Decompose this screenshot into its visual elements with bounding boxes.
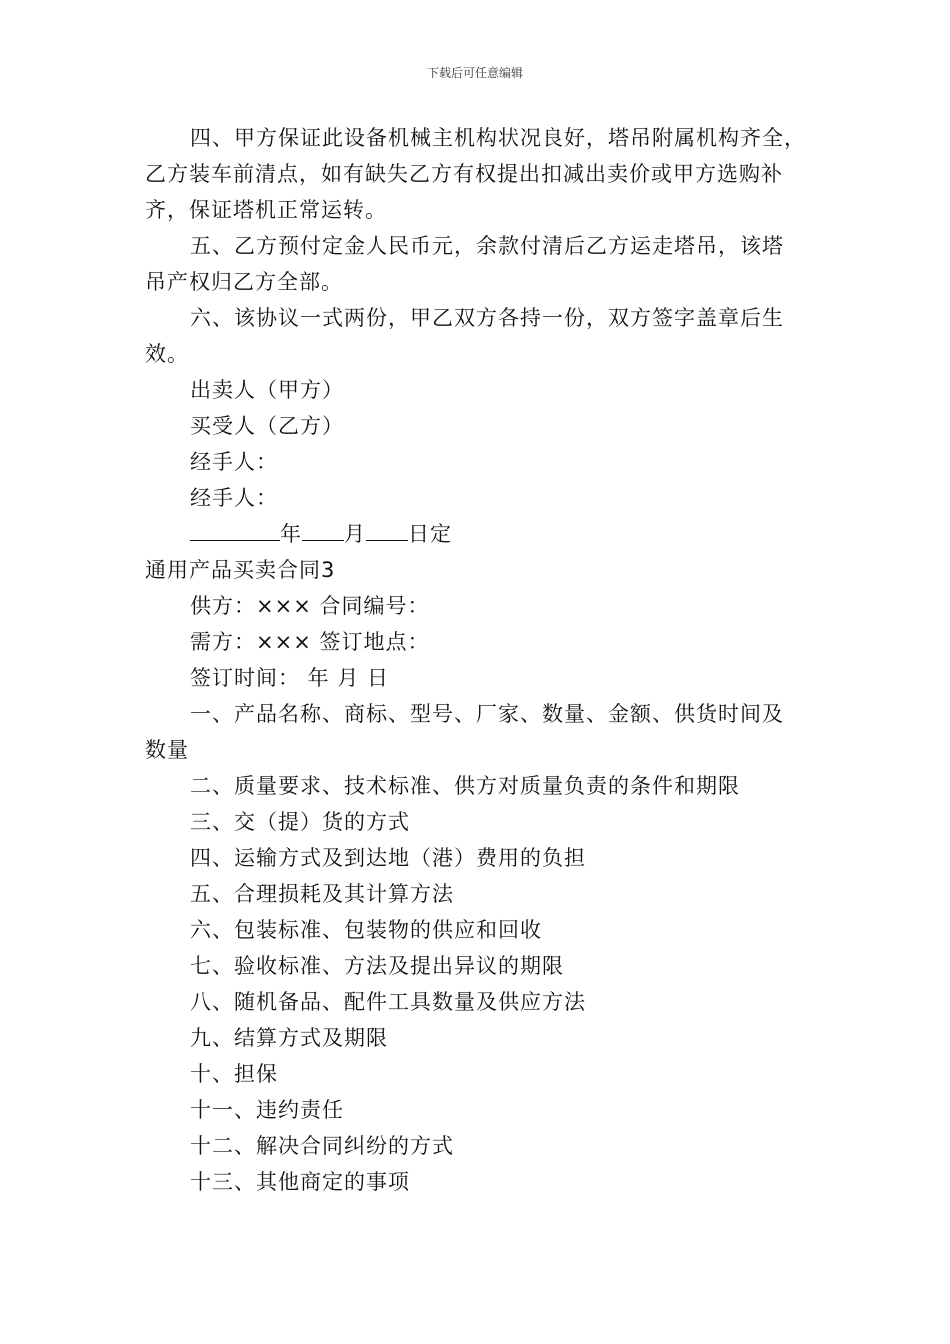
paragraph-line: 四、甲方保证此设备机械主机构状况良好，塔吊附属机构齐全， <box>190 126 806 150</box>
year-blank <box>190 518 280 541</box>
page-header: 下载后可任意编辑 <box>426 66 523 80</box>
document-body <box>145 120 812 1200</box>
handler-label: 经手人： <box>190 450 278 474</box>
clause-line: 三、交（提）货的方式 <box>190 810 410 834</box>
handler-label: 经手人： <box>190 486 278 510</box>
signing-time-line: 签订时间： 年 月 日 <box>190 666 390 690</box>
clause-line: 十三、其他商定的事项 <box>190 1170 410 1194</box>
supplier-line: 供方：××× 合同编号： <box>190 594 430 618</box>
month-blank <box>302 518 344 541</box>
clause-line: 十一、违约责任 <box>190 1098 344 1122</box>
buyer-label: 买受人（乙方） <box>190 414 344 438</box>
seller-label: 出卖人（甲方） <box>190 378 344 402</box>
day-blank <box>366 518 408 541</box>
paragraph-line: 齐，保证塔机正常运转。 <box>145 198 387 222</box>
clause-line: 一、产品名称、商标、型号、厂家、数量、金额、供货时间及 <box>190 702 784 726</box>
clause-line: 九、结算方式及期限 <box>190 1026 388 1050</box>
year-label: 年 <box>280 522 302 546</box>
paragraph-line: 五、乙方预付定金人民币元，余款付清后乙方运走塔吊，该塔 <box>190 234 784 258</box>
paragraph-line: 效。 <box>145 342 189 366</box>
purchaser-line: 需方：××× 签订地点： <box>190 630 430 654</box>
paragraph-line: 吊产权归乙方全部。 <box>145 270 343 294</box>
month-label: 月 <box>344 522 366 546</box>
paragraph-line: 六、该协议一式两份，甲乙双方各持一份，双方签字盖章后生 <box>190 306 784 330</box>
clause-line: 四、运输方式及到达地（港）费用的负担 <box>190 846 586 870</box>
clause-line: 六、包装标准、包装物的供应和回收 <box>190 918 542 942</box>
clause-line: 五、合理损耗及其计算方法 <box>190 882 454 906</box>
day-label: 日定 <box>408 522 452 546</box>
clause-line: 十、担保 <box>190 1062 278 1086</box>
contract-title: 通用产品买卖合同3 <box>145 558 336 582</box>
clause-line: 八、随机备品、配件工具数量及供应方法 <box>190 990 586 1014</box>
clause-line: 二、质量要求、技术标准、供方对质量负责的条件和期限 <box>190 774 740 798</box>
date-line <box>145 516 812 552</box>
clause-line: 七、验收标准、方法及提出异议的期限 <box>190 954 564 978</box>
clause-line: 十二、解决合同纠纷的方式 <box>190 1134 454 1158</box>
paragraph-line: 乙方装车前清点，如有缺失乙方有权提出扣减出卖价或甲方选购补 <box>145 162 783 186</box>
clause-line: 数量 <box>145 738 189 762</box>
